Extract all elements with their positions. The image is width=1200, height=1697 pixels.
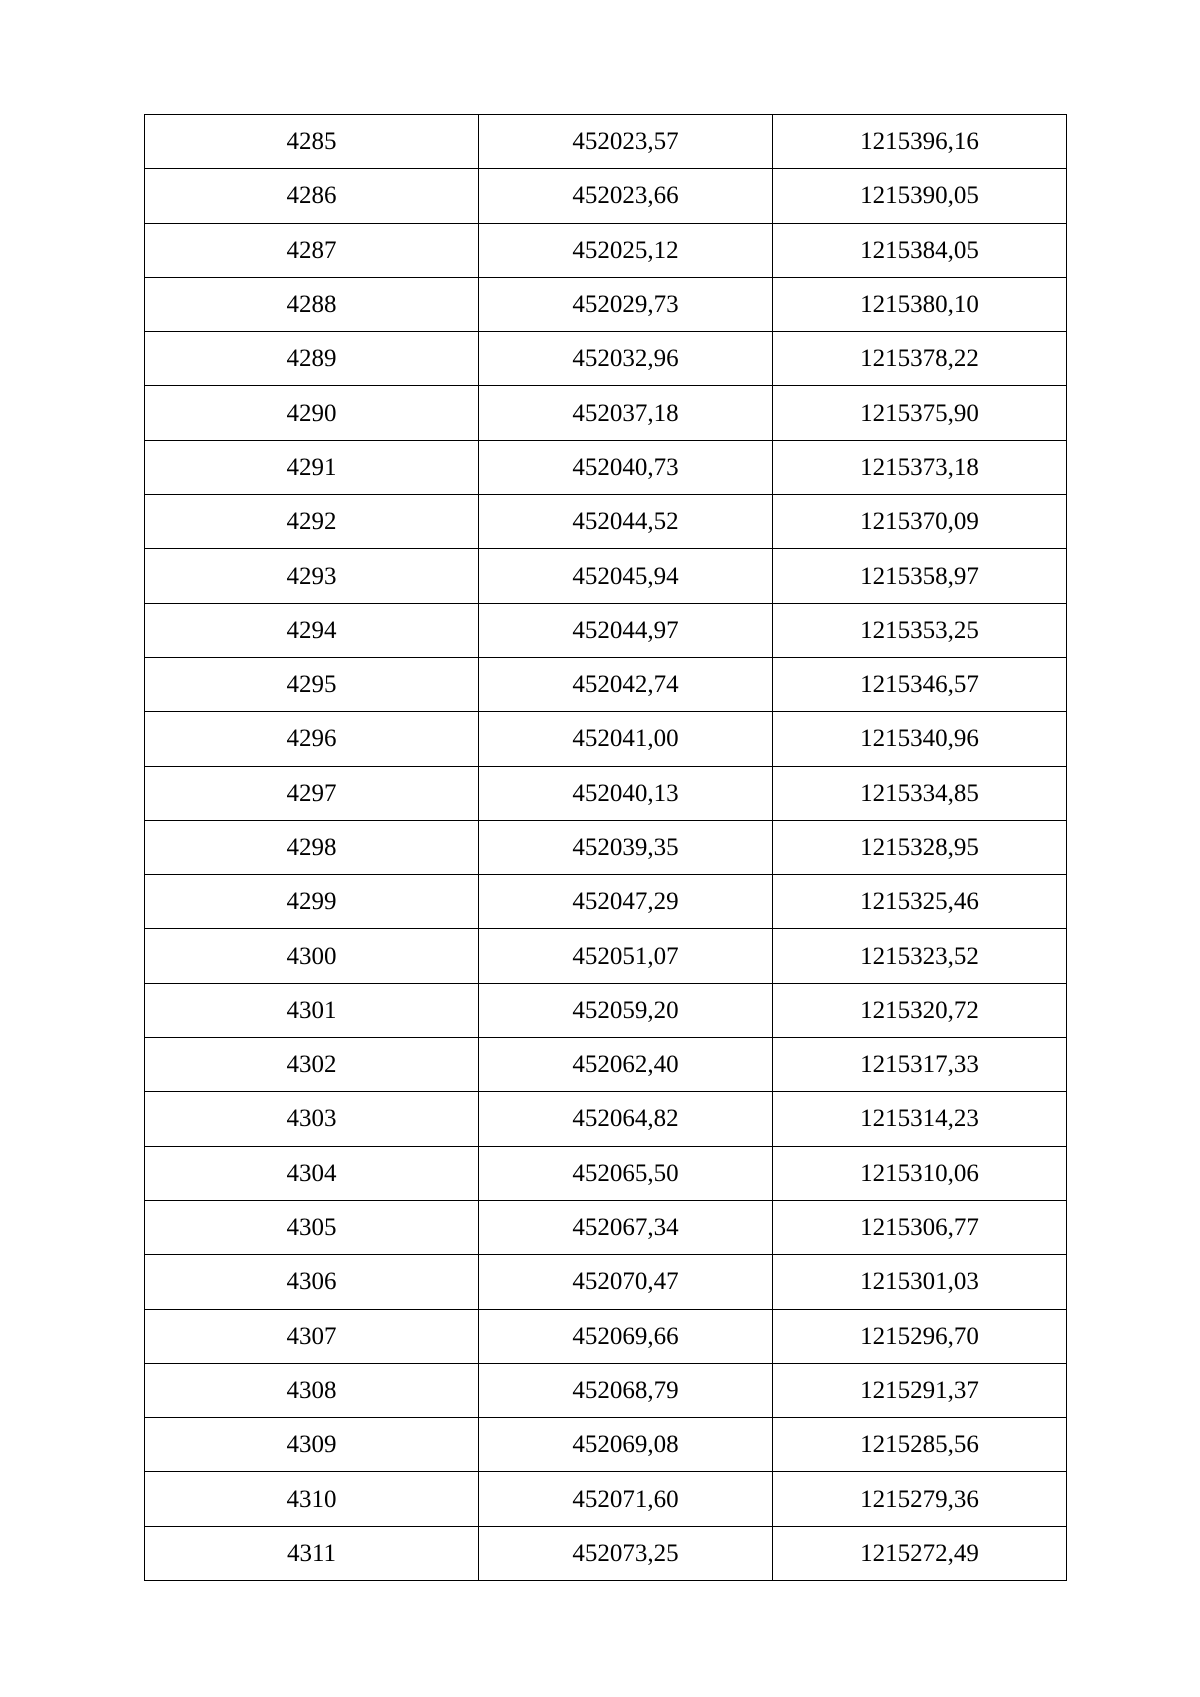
point-number-cell: 4305 [145, 1200, 479, 1254]
y-coordinate-cell: 1215323,52 [773, 929, 1067, 983]
coordinates-table [144, 114, 1067, 1581]
point-number-cell: 4300 [145, 929, 479, 983]
x-coordinate-cell: 452071,60 [479, 1472, 773, 1526]
y-coordinate-cell: 1215279,36 [773, 1472, 1067, 1526]
table-row [145, 440, 1067, 494]
y-coordinate-cell: 1215291,37 [773, 1363, 1067, 1417]
table-row [145, 332, 1067, 386]
table-row [145, 1200, 1067, 1254]
x-coordinate-cell: 452023,66 [479, 169, 773, 223]
y-coordinate-cell: 1215296,70 [773, 1309, 1067, 1363]
x-coordinate-cell: 452073,25 [479, 1526, 773, 1580]
x-coordinate-cell: 452029,73 [479, 277, 773, 331]
point-number-cell: 4304 [145, 1146, 479, 1200]
y-coordinate-cell: 1215317,33 [773, 1038, 1067, 1092]
x-coordinate-cell: 452064,82 [479, 1092, 773, 1146]
point-number-cell: 4287 [145, 223, 479, 277]
y-coordinate-cell: 1215272,49 [773, 1526, 1067, 1580]
y-coordinate-cell: 1215306,77 [773, 1200, 1067, 1254]
x-coordinate-cell: 452069,66 [479, 1309, 773, 1363]
x-coordinate-cell: 452042,74 [479, 657, 773, 711]
x-coordinate-cell: 452041,00 [479, 712, 773, 766]
table-row [145, 386, 1067, 440]
table-row [145, 115, 1067, 169]
x-coordinate-cell: 452062,40 [479, 1038, 773, 1092]
point-number-cell: 4291 [145, 440, 479, 494]
point-number-cell: 4298 [145, 820, 479, 874]
x-coordinate-cell: 452045,94 [479, 549, 773, 603]
y-coordinate-cell: 1215334,85 [773, 766, 1067, 820]
x-coordinate-cell: 452044,52 [479, 495, 773, 549]
point-number-cell: 4289 [145, 332, 479, 386]
point-number-cell: 4296 [145, 712, 479, 766]
x-coordinate-cell: 452040,73 [479, 440, 773, 494]
point-number-cell: 4299 [145, 875, 479, 929]
table-row [145, 1146, 1067, 1200]
point-number-cell: 4297 [145, 766, 479, 820]
x-coordinate-cell: 452044,97 [479, 603, 773, 657]
y-coordinate-cell: 1215328,95 [773, 820, 1067, 874]
point-number-cell: 4293 [145, 549, 479, 603]
x-coordinate-cell: 452025,12 [479, 223, 773, 277]
table-row [145, 1472, 1067, 1526]
y-coordinate-cell: 1215390,05 [773, 169, 1067, 223]
table-row [145, 657, 1067, 711]
point-number-cell: 4294 [145, 603, 479, 657]
table-row [145, 1363, 1067, 1417]
y-coordinate-cell: 1215325,46 [773, 875, 1067, 929]
point-number-cell: 4310 [145, 1472, 479, 1526]
y-coordinate-cell: 1215380,10 [773, 277, 1067, 331]
table-row [145, 603, 1067, 657]
table-row [145, 1418, 1067, 1472]
table-row [145, 223, 1067, 277]
y-coordinate-cell: 1215314,23 [773, 1092, 1067, 1146]
table-row [145, 983, 1067, 1037]
point-number-cell: 4308 [145, 1363, 479, 1417]
table-row [145, 1526, 1067, 1580]
x-coordinate-cell: 452070,47 [479, 1255, 773, 1309]
y-coordinate-cell: 1215396,16 [773, 115, 1067, 169]
table-row [145, 766, 1067, 820]
table-row [145, 1309, 1067, 1363]
x-coordinate-cell: 452068,79 [479, 1363, 773, 1417]
y-coordinate-cell: 1215384,05 [773, 223, 1067, 277]
y-coordinate-cell: 1215370,09 [773, 495, 1067, 549]
y-coordinate-cell: 1215346,57 [773, 657, 1067, 711]
point-number-cell: 4301 [145, 983, 479, 1037]
table-row [145, 495, 1067, 549]
point-number-cell: 4303 [145, 1092, 479, 1146]
table-row [145, 1038, 1067, 1092]
y-coordinate-cell: 1215353,25 [773, 603, 1067, 657]
y-coordinate-cell: 1215373,18 [773, 440, 1067, 494]
y-coordinate-cell: 1215320,72 [773, 983, 1067, 1037]
x-coordinate-cell: 452051,07 [479, 929, 773, 983]
table-row [145, 820, 1067, 874]
point-number-cell: 4292 [145, 495, 479, 549]
table-row [145, 875, 1067, 929]
x-coordinate-cell: 452067,34 [479, 1200, 773, 1254]
point-number-cell: 4311 [145, 1526, 479, 1580]
table-row [145, 712, 1067, 766]
x-coordinate-cell: 452039,35 [479, 820, 773, 874]
table-row [145, 1092, 1067, 1146]
y-coordinate-cell: 1215375,90 [773, 386, 1067, 440]
y-coordinate-cell: 1215358,97 [773, 549, 1067, 603]
x-coordinate-cell: 452059,20 [479, 983, 773, 1037]
y-coordinate-cell: 1215285,56 [773, 1418, 1067, 1472]
coordinates-table-body [145, 115, 1067, 1581]
point-number-cell: 4302 [145, 1038, 479, 1092]
point-number-cell: 4295 [145, 657, 479, 711]
y-coordinate-cell: 1215340,96 [773, 712, 1067, 766]
y-coordinate-cell: 1215301,03 [773, 1255, 1067, 1309]
y-coordinate-cell: 1215310,06 [773, 1146, 1067, 1200]
point-number-cell: 4290 [145, 386, 479, 440]
table-row [145, 929, 1067, 983]
table-row [145, 1255, 1067, 1309]
point-number-cell: 4306 [145, 1255, 479, 1309]
y-coordinate-cell: 1215378,22 [773, 332, 1067, 386]
x-coordinate-cell: 452032,96 [479, 332, 773, 386]
x-coordinate-cell: 452023,57 [479, 115, 773, 169]
table-row [145, 277, 1067, 331]
point-number-cell: 4307 [145, 1309, 479, 1363]
x-coordinate-cell: 452065,50 [479, 1146, 773, 1200]
table-row [145, 169, 1067, 223]
point-number-cell: 4286 [145, 169, 479, 223]
point-number-cell: 4309 [145, 1418, 479, 1472]
point-number-cell: 4285 [145, 115, 479, 169]
table-row [145, 549, 1067, 603]
x-coordinate-cell: 452037,18 [479, 386, 773, 440]
x-coordinate-cell: 452069,08 [479, 1418, 773, 1472]
x-coordinate-cell: 452040,13 [479, 766, 773, 820]
x-coordinate-cell: 452047,29 [479, 875, 773, 929]
point-number-cell: 4288 [145, 277, 479, 331]
